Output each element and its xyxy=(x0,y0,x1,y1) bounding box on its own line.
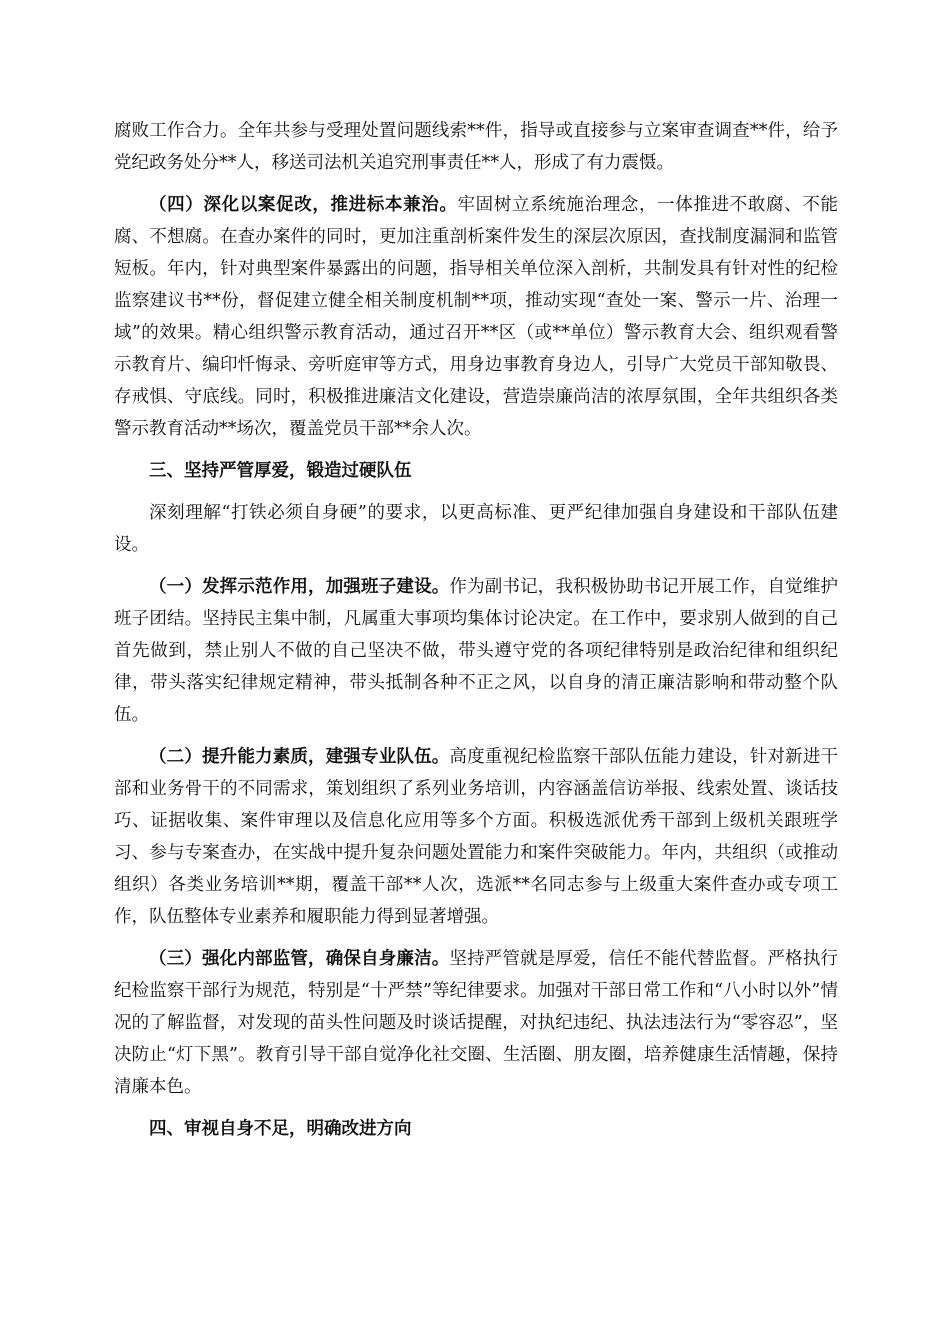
paragraph-text: 深刻理解“打铁必须自身硬”的要求，以更高标准、更严纪律加强自身建设和干部队伍建设。 xyxy=(114,503,838,555)
paragraph-text: 牢固树立系统施治理念，一体推进不敢腐、不能腐、不想腐。在查办案件的同时，更加注重剖析案件发生的深层次原因，查找制度漏洞和监管短板。年内，针对典型案件暴露出的问题，指导相关单位深入剖析，共制发具有针对性的纪检监察建议书**份，督促建立健全相关制度机制**项，推动实现“查处一案、警示一片、治理一域”的效果。精心组织警示教育活动，通过召开**区（或**单位）警示教育大会、组织观看警示教育片、编印忏悔录、旁听庭审等方式，用身边事教育身边人，引导广大党员干部知敬畏、存戒惧、守底线。同时，积极推进廉洁文化建设，营造崇廉尚洁的浓厚氛围，全年共组织各类警示教育活动**场次，覆盖党员干部**余人次。 xyxy=(114,195,839,439)
paragraph-text: 坚持严管就是厚爱，信任不能代替监督。严格执行纪检监察干部行为规范，特别是“十严禁”等纪律要求。加强对干部日常工作和“八小时以外”情况的了解监督，对发现的苗头性问题及时谈话提醒，对执纪违纪、执法违法行为“零容忍”，坚决防止“灯下黑”。教育引导干部自觉净化社交圈、生活圈、朋友圈，培养健康生活情趣，保持清廉本色。 xyxy=(114,949,839,1097)
paragraph-case-stats xyxy=(114,115,838,179)
paragraph-section-3-intro xyxy=(114,497,838,561)
paragraph-lead: （二）提升能力素质，建强专业队伍。 xyxy=(149,747,450,767)
paragraph-section-3-3 xyxy=(114,943,838,1103)
paragraph-lead: （一）发挥示范作用，加强班子建设。 xyxy=(149,577,450,597)
paragraph-text: 高度重视纪检监察干部队伍能力建设，针对新进干部和业务骨干的不同需求，策划组织了系列业务培训，内容涵盖信访举报、线索处置、谈话技巧、证据收集、案件审理以及信息化应用等多个方面。积极选派优秀干部到上级机关跟班学习、参与专案查办，在实战中提升复杂问题处置能力和案件突破能力。年内，共组织（或推动组织）各类业务培训**期，覆盖干部**人次，选派**名同志参与上级重大案件查办或专项工作，队伍整体专业素养和履职能力得到显著增强。 xyxy=(114,747,839,927)
section-heading-3: 三、坚持严管厚爱，锻造过硬队伍 xyxy=(149,461,412,481)
document-page xyxy=(114,115,838,1155)
paragraph-lead: （四）深化以案促改，推进标本兼治。 xyxy=(149,195,458,215)
paragraph-text: 腐败工作合力。全年共参与受理处置问题线索**件，指导或直接参与立案审查调查**件，给予党纪政务处分**人，移送司法机关追究刑事责任**人，形成了有力震慑。 xyxy=(114,121,838,173)
paragraph-section-2-4 xyxy=(114,189,838,445)
section-heading-4: 四、审视自身不足，明确改进方向 xyxy=(149,1119,412,1139)
paragraph-lead: （三）强化内部监管，确保自身廉洁。 xyxy=(149,949,450,969)
paragraph-text: 作为副书记，我积极协助书记开展工作，自觉维护班子团结。坚持民主集中制，凡属重大事项均集体讨论决定。在工作中，要求别人做到的自己首先做到，禁止别人不做的自己坚决不做，带头遵守党的各项纪律特别是政治纪律和组织纪律，带头落实纪律规定精神，带头抵制各种不正之风，以自身的清正廉洁影响和带动整个队伍。 xyxy=(114,577,839,725)
paragraph-section-3-1 xyxy=(114,571,838,731)
paragraph-section-3-2 xyxy=(114,741,838,933)
